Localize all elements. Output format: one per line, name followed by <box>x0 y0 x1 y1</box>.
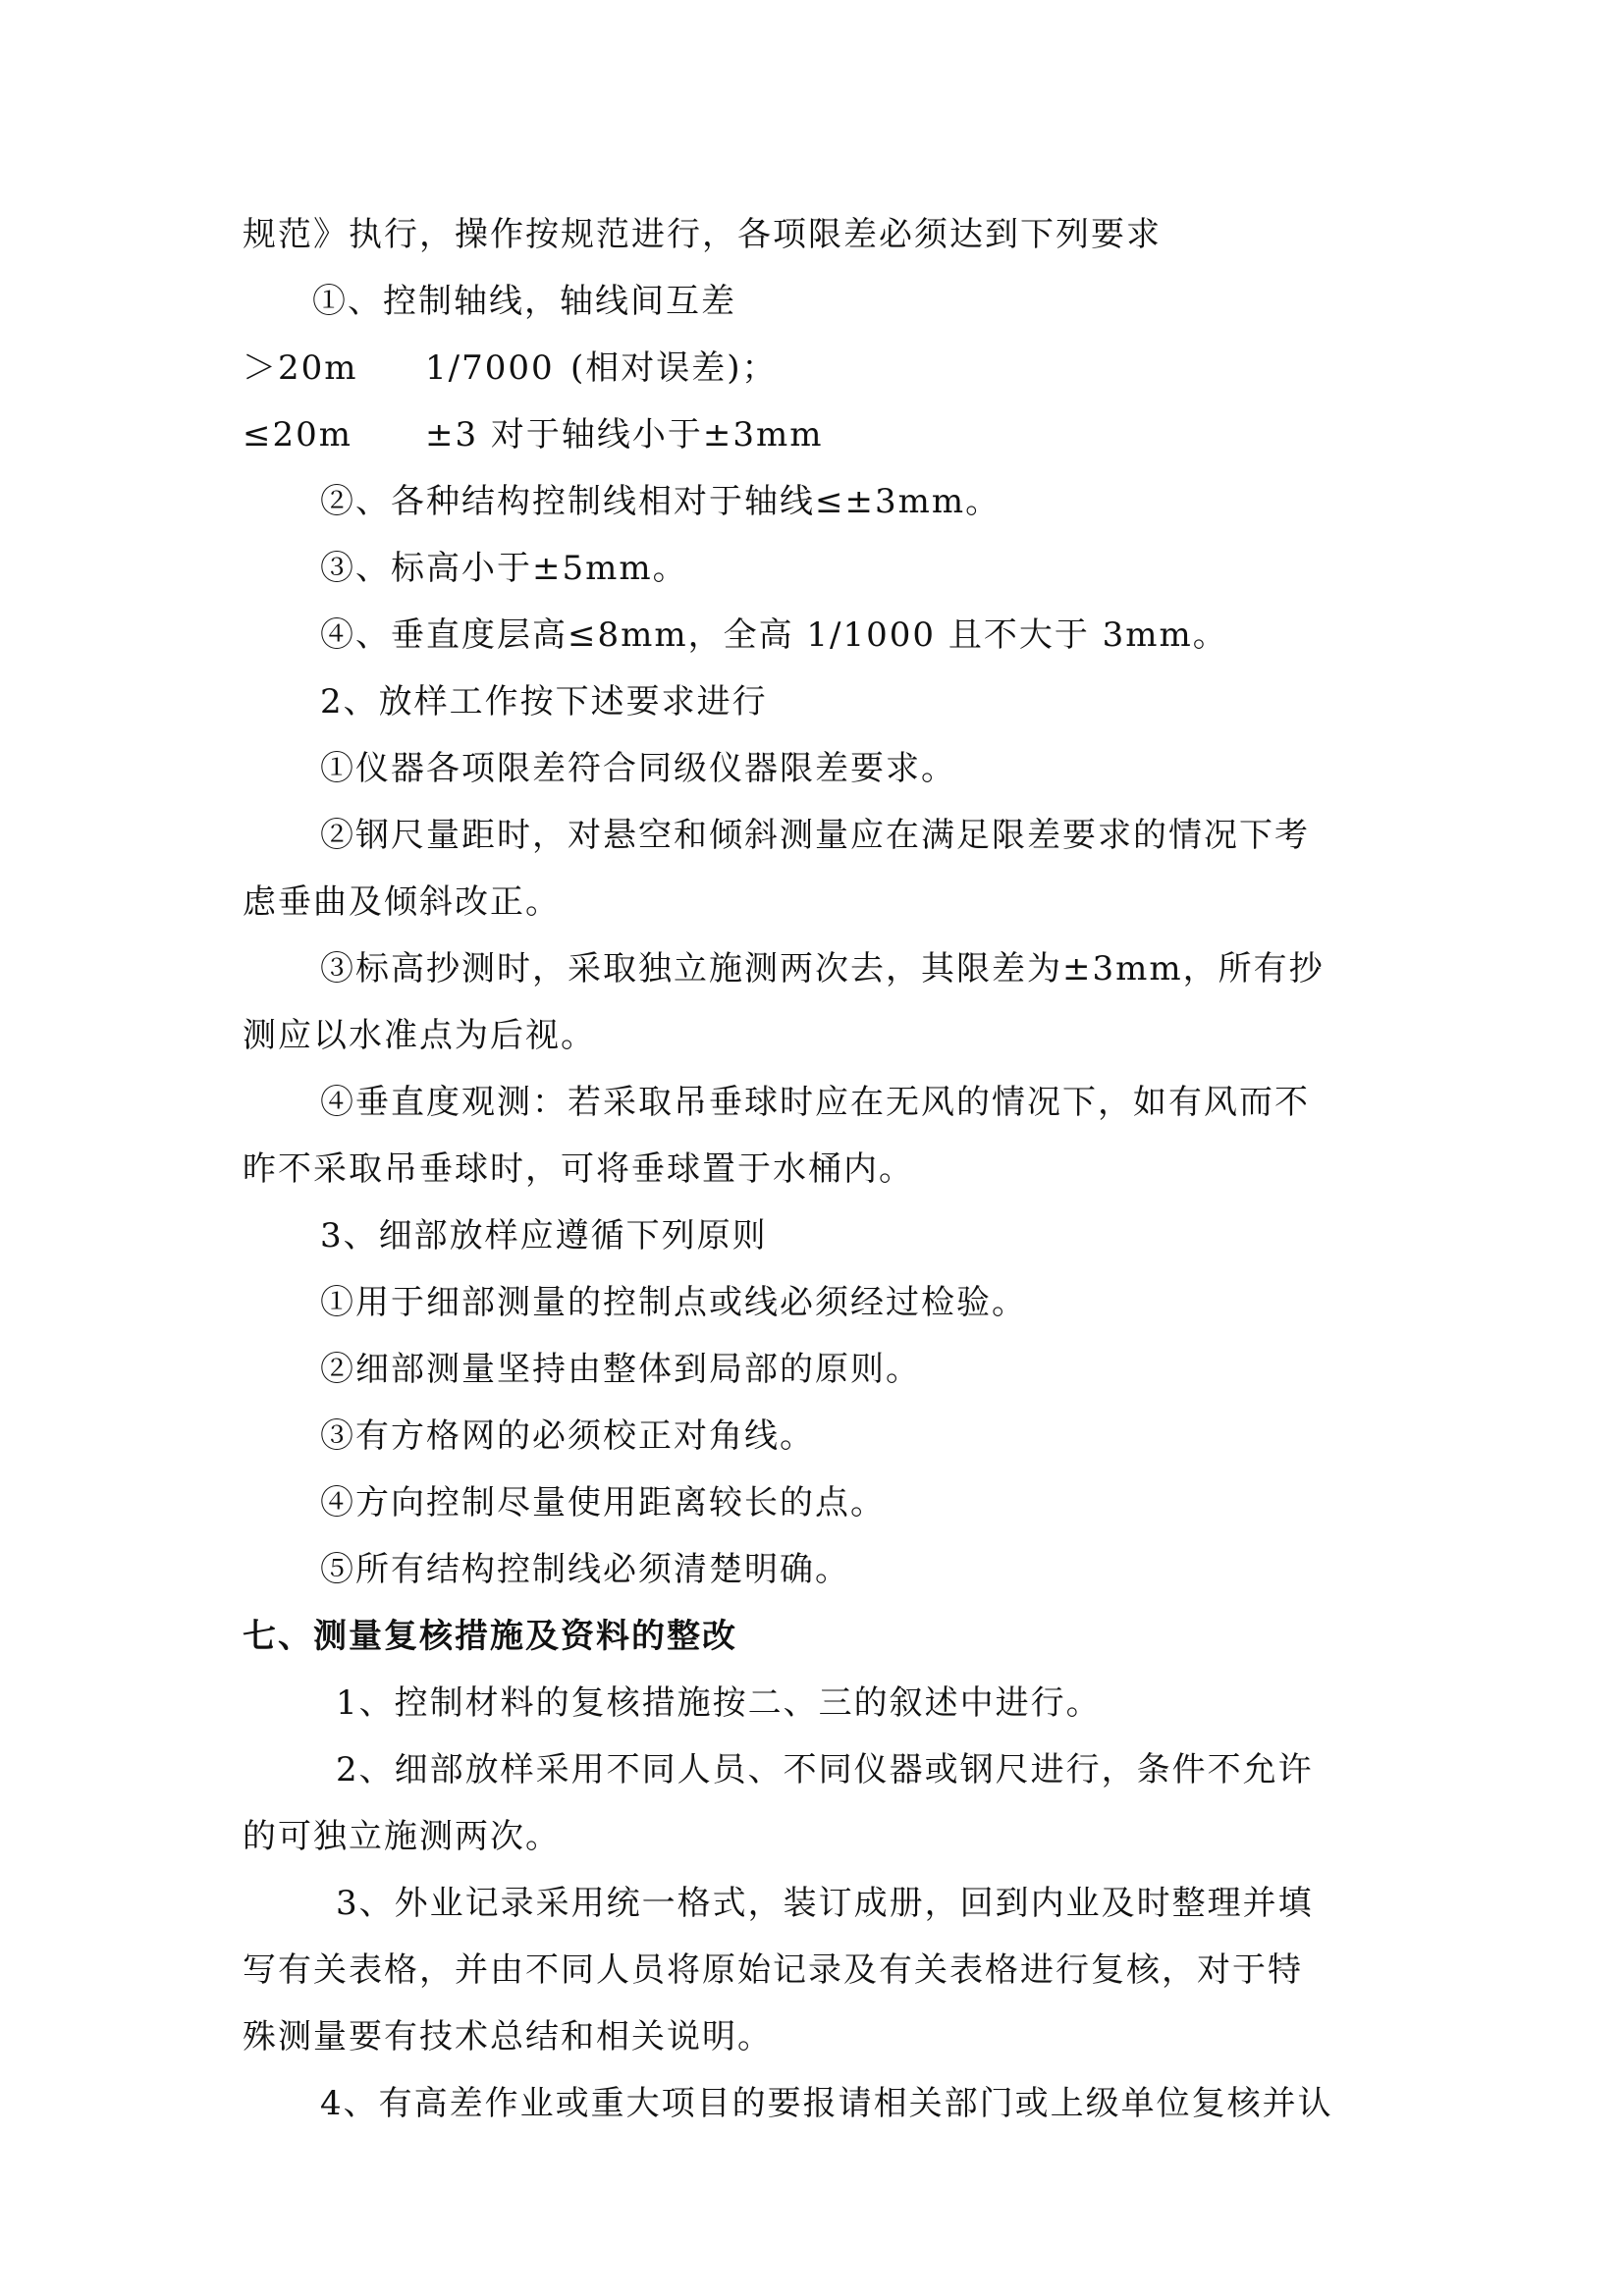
text-line: ②钢尺量距时，对悬空和倾斜测量应在满足限差要求的情况下考 <box>320 816 1310 855</box>
text-line: ③、标高小于±5mm。 <box>320 549 688 588</box>
text-line: ③标高抄测时，采取独立施测两次去，其限差为±3mm，所有抄 <box>320 949 1325 988</box>
text-line: 1、控制材料的复核措施按二、三的叙述中进行。 <box>336 1683 1102 1723</box>
table-cell: ±3 对于轴线小于±3mm <box>425 415 824 454</box>
text-line: 3、外业记录采用统一格式，装订成册，回到内业及时整理并填 <box>336 1884 1314 1923</box>
text-line: ①用于细部测量的控制点或线必须经过检验。 <box>320 1283 1027 1322</box>
table-cell: 1/7000 <box>425 348 555 388</box>
text-line: ①仪器各项限差符合同级仪器限差要求。 <box>320 749 956 788</box>
text-line: ②细部测量坚持由整体到局部的原则。 <box>320 1350 921 1389</box>
text-line: ④、垂直度层高≤8mm，全高 1/1000 且不大于 3mm。 <box>320 615 1228 655</box>
text-line: 4、有高差作业或重大项目的要报请相关部门或上级单位复核并认 <box>320 2084 1333 2123</box>
text-line: 虑垂曲及倾斜改正。 <box>243 882 561 922</box>
table-cell: ＞20m <box>243 348 358 388</box>
text-line: ③有方格网的必须校正对角线。 <box>320 1416 815 1456</box>
text-line: ④方向控制尽量使用距离较长的点。 <box>320 1483 886 1522</box>
text-line: 昨不采取吊垂球时，可将垂球置于水桶内。 <box>243 1149 914 1189</box>
table-row <box>243 348 778 388</box>
text-line: 测应以水准点为后视。 <box>243 1016 596 1055</box>
section-heading: 3、细部放样应遵循下列原则 <box>320 1216 768 1255</box>
text-line: 殊测量要有技术总结和相关说明。 <box>243 2017 773 2056</box>
text-line: ⑤所有结构控制线必须清楚明确。 <box>320 1550 850 1589</box>
text-line: ④垂直度观测：若采取吊垂球时应在无风的情况下，如有风而不 <box>320 1083 1310 1122</box>
text-line: ②、各种结构控制线相对于轴线≤±3mm。 <box>320 482 1001 521</box>
table-row <box>243 415 824 454</box>
table-cell: ≤20m <box>243 415 352 454</box>
table-cell: (相对误差)； <box>570 348 778 388</box>
text-line: ①、控制轴线，轴线间互差 <box>312 282 736 321</box>
chapter-heading: 七、测量复核措施及资料的整改 <box>243 1617 737 1656</box>
text-line: 规范》执行，操作按规范进行，各项限差必须达到下列要求 <box>243 215 1162 254</box>
section-heading: 2、放样工作按下述要求进行 <box>320 682 768 721</box>
text-line: 写有关表格，并由不同人员将原始记录及有关表格进行复核，对于特 <box>243 1950 1303 1990</box>
text-line: 2、细部放样采用不同人员、不同仪器或钢尺进行，条件不允许 <box>336 1750 1314 1789</box>
text-line: 的可独立施测两次。 <box>243 1817 561 1856</box>
